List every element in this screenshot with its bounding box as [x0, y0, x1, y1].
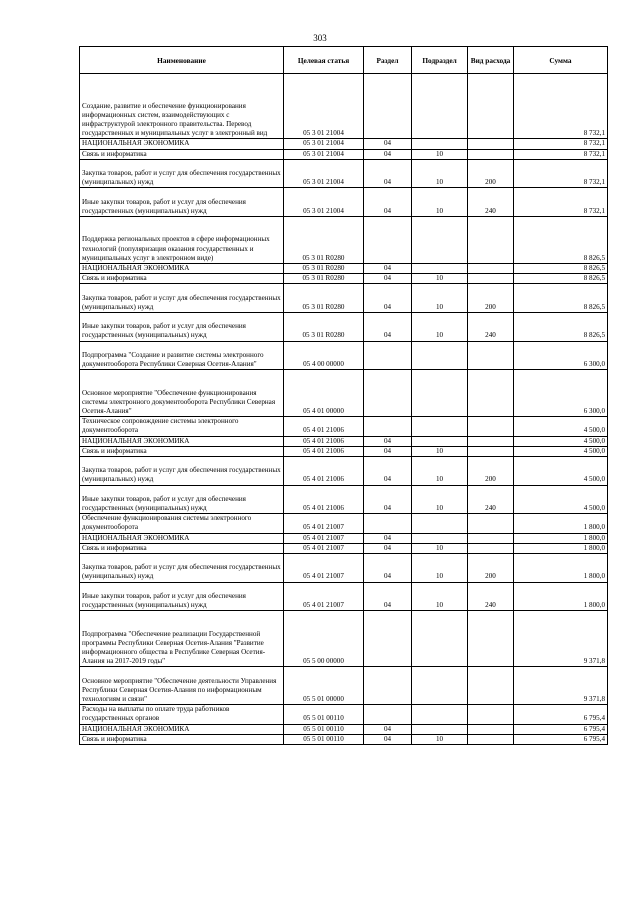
row-section-cell — [364, 667, 412, 705]
row-sum-cell: 8 732,1 — [514, 159, 608, 188]
row-target-article-cell: 05 3 01 R0280 — [284, 312, 364, 341]
row-target-article-cell: 05 3 01 21004 — [284, 188, 364, 217]
row-name-cell: Расходы на выплаты по оплате труда работников государственных органов — [80, 705, 284, 724]
row-name-cell: Связь и информатика — [80, 149, 284, 159]
row-sum-cell: 4 500,0 — [514, 485, 608, 514]
row-target-article-cell: 05 3 01 21004 — [284, 139, 364, 149]
row-target-article-cell: 05 3 01 21004 — [284, 74, 364, 139]
table-row — [80, 216, 608, 263]
row-expense-type-cell — [468, 341, 514, 370]
row-subsection-cell: 10 — [412, 456, 468, 485]
row-sum-cell: 4 500,0 — [514, 436, 608, 446]
row-name-cell: Иные закупки товаров, работ и услуг для обеспечения государственных (муниципальных) нужд — [80, 188, 284, 217]
table-row — [80, 312, 608, 341]
row-expense-type-cell — [468, 274, 514, 284]
row-expense-type-cell — [468, 724, 514, 734]
row-target-article-cell: 05 5 01 00110 — [284, 734, 364, 744]
row-sum-cell: 1 800,0 — [514, 514, 608, 533]
row-subsection-cell: 10 — [412, 543, 468, 553]
row-sum-cell: 8 826,5 — [514, 284, 608, 313]
row-name-cell: Закупка товаров, работ и услуг для обеспечения государственных (муниципальных) нужд — [80, 553, 284, 582]
header-expense-type: Вид расхода — [468, 47, 514, 74]
row-name-cell: Закупка товаров, работ и услуг для обеспечения государственных (муниципальных) нужд — [80, 284, 284, 313]
row-sum-cell: 6 300,0 — [514, 341, 608, 370]
row-name-cell: Связь и информатика — [80, 543, 284, 553]
row-subsection-cell: 10 — [412, 188, 468, 217]
table-row — [80, 446, 608, 456]
row-expense-type-cell — [468, 533, 514, 543]
table-row — [80, 159, 608, 188]
row-sum-cell: 6 795,4 — [514, 724, 608, 734]
row-section-cell — [364, 74, 412, 139]
row-subsection-cell: 10 — [412, 312, 468, 341]
row-section-cell — [364, 216, 412, 263]
row-expense-type-cell — [468, 734, 514, 744]
table-row — [80, 341, 608, 370]
row-subsection-cell — [412, 724, 468, 734]
row-target-article-cell: 05 3 01 R0280 — [284, 216, 364, 263]
row-target-article-cell: 05 4 01 21007 — [284, 514, 364, 533]
row-subsection-cell: 10 — [412, 582, 468, 611]
row-name-cell: Иные закупки товаров, работ и услуг для обеспечения государственных (муниципальных) нужд — [80, 312, 284, 341]
table-body — [80, 74, 608, 745]
row-name-cell: Закупка товаров, работ и услуг для обеспечения государственных (муниципальных) нужд — [80, 456, 284, 485]
row-expense-type-cell — [468, 370, 514, 417]
row-expense-type-cell — [468, 446, 514, 456]
row-section-cell: 04 — [364, 543, 412, 553]
row-target-article-cell: 05 4 00 00000 — [284, 341, 364, 370]
header-name: Наименование — [80, 47, 284, 74]
row-name-cell: Основное мероприятие "Обеспечение функционирования системы электронного документооборота Республики Северная Осетия-Алания" — [80, 370, 284, 417]
table-row — [80, 485, 608, 514]
row-name-cell: Подпрограмма "Обеспечение реализации Государственной программы Республики Северная Осетия-Алания "Развитие информационного общества в Республике Северная Осетия-Алания на 2017-2019 годы" — [80, 611, 284, 667]
row-sum-cell: 4 500,0 — [514, 446, 608, 456]
row-section-cell — [364, 341, 412, 370]
row-name-cell: НАЦИОНАЛЬНАЯ ЭКОНОМИКА — [80, 139, 284, 149]
table-row — [80, 149, 608, 159]
row-expense-type-cell: 240 — [468, 188, 514, 217]
row-sum-cell: 8 826,5 — [514, 274, 608, 284]
row-sum-cell: 9 371,8 — [514, 611, 608, 667]
row-target-article-cell: 05 3 01 R0280 — [284, 274, 364, 284]
row-target-article-cell: 05 4 01 21007 — [284, 582, 364, 611]
row-expense-type-cell — [468, 611, 514, 667]
row-name-cell: Поддержка региональных проектов в сфере информационных технологий (популяризация оказания государственных и муниципальных услуг в электронном виде) — [80, 216, 284, 263]
row-section-cell: 04 — [364, 312, 412, 341]
row-expense-type-cell — [468, 543, 514, 553]
table-row — [80, 263, 608, 273]
row-expense-type-cell — [468, 417, 514, 436]
row-subsection-cell — [412, 533, 468, 543]
header-section: Раздел — [364, 47, 412, 74]
row-target-article-cell: 05 3 01 21004 — [284, 159, 364, 188]
row-subsection-cell — [412, 341, 468, 370]
table-row — [80, 74, 608, 139]
row-expense-type-cell: 240 — [468, 312, 514, 341]
table-row — [80, 533, 608, 543]
row-expense-type-cell: 240 — [468, 582, 514, 611]
table-row — [80, 370, 608, 417]
row-subsection-cell: 10 — [412, 149, 468, 159]
row-section-cell: 04 — [364, 553, 412, 582]
row-target-article-cell: 05 5 01 00110 — [284, 705, 364, 724]
row-subsection-cell: 10 — [412, 284, 468, 313]
row-sum-cell: 6 300,0 — [514, 370, 608, 417]
row-subsection-cell: 10 — [412, 485, 468, 514]
row-section-cell: 04 — [364, 159, 412, 188]
row-target-article-cell: 05 4 01 21006 — [284, 436, 364, 446]
row-section-cell: 04 — [364, 139, 412, 149]
table-row — [80, 417, 608, 436]
row-expense-type-cell — [468, 74, 514, 139]
row-subsection-cell: 10 — [412, 159, 468, 188]
row-name-cell: Связь и информатика — [80, 734, 284, 744]
table-row — [80, 582, 608, 611]
row-target-article-cell: 05 4 01 21007 — [284, 543, 364, 553]
row-subsection-cell — [412, 370, 468, 417]
header-subsection: Подраздел — [412, 47, 468, 74]
table-row — [80, 734, 608, 744]
row-name-cell: Связь и информатика — [80, 274, 284, 284]
row-target-article-cell: 05 4 01 21007 — [284, 533, 364, 543]
row-target-article-cell: 05 3 01 21004 — [284, 149, 364, 159]
row-subsection-cell — [412, 417, 468, 436]
row-section-cell: 04 — [364, 582, 412, 611]
row-expense-type-cell: 240 — [468, 485, 514, 514]
row-sum-cell: 8 826,5 — [514, 216, 608, 263]
row-sum-cell: 6 795,4 — [514, 734, 608, 744]
budget-table — [79, 46, 608, 745]
row-sum-cell: 9 371,8 — [514, 667, 608, 705]
table-row — [80, 188, 608, 217]
row-target-article-cell: 05 3 01 R0280 — [284, 263, 364, 273]
row-sum-cell: 1 800,0 — [514, 582, 608, 611]
row-subsection-cell: 10 — [412, 446, 468, 456]
row-sum-cell: 8 826,5 — [514, 263, 608, 273]
table-row — [80, 284, 608, 313]
row-sum-cell: 8 826,5 — [514, 312, 608, 341]
table-row — [80, 724, 608, 734]
row-expense-type-cell — [468, 514, 514, 533]
row-expense-type-cell: 200 — [468, 284, 514, 313]
row-name-cell: Обеспечение функционирования системы электронного документооборота — [80, 514, 284, 533]
row-name-cell: НАЦИОНАЛЬНАЯ ЭКОНОМИКА — [80, 533, 284, 543]
row-section-cell: 04 — [364, 734, 412, 744]
row-subsection-cell — [412, 514, 468, 533]
row-name-cell: Закупка товаров, работ и услуг для обеспечения государственных (муниципальных) нужд — [80, 159, 284, 188]
row-section-cell: 04 — [364, 188, 412, 217]
row-subsection-cell: 10 — [412, 734, 468, 744]
table-row — [80, 705, 608, 724]
row-name-cell: Иные закупки товаров, работ и услуг для обеспечения государственных (муниципальных) нужд — [80, 485, 284, 514]
row-subsection-cell: 10 — [412, 274, 468, 284]
row-section-cell: 04 — [364, 284, 412, 313]
page-number: 303 — [313, 33, 327, 43]
row-section-cell — [364, 611, 412, 667]
row-expense-type-cell: 200 — [468, 456, 514, 485]
row-target-article-cell: 05 4 01 21007 — [284, 553, 364, 582]
row-target-article-cell: 05 4 01 21006 — [284, 446, 364, 456]
row-name-cell: НАЦИОНАЛЬНАЯ ЭКОНОМИКА — [80, 263, 284, 273]
table-row — [80, 667, 608, 705]
row-section-cell: 04 — [364, 533, 412, 543]
table-row — [80, 543, 608, 553]
row-target-article-cell: 05 5 01 00000 — [284, 667, 364, 705]
row-sum-cell: 1 800,0 — [514, 543, 608, 553]
row-subsection-cell — [412, 74, 468, 139]
row-target-article-cell: 05 3 01 R0280 — [284, 284, 364, 313]
row-section-cell — [364, 417, 412, 436]
table-header-row — [80, 47, 608, 74]
row-sum-cell: 1 800,0 — [514, 533, 608, 543]
row-sum-cell: 6 795,4 — [514, 705, 608, 724]
table-row — [80, 274, 608, 284]
row-section-cell — [364, 370, 412, 417]
row-expense-type-cell: 200 — [468, 159, 514, 188]
row-name-cell: Техническое сопровождение системы электронного документооборота — [80, 417, 284, 436]
row-section-cell — [364, 514, 412, 533]
row-sum-cell: 8 732,1 — [514, 139, 608, 149]
row-subsection-cell: 10 — [412, 553, 468, 582]
row-sum-cell: 4 500,0 — [514, 456, 608, 485]
row-sum-cell: 4 500,0 — [514, 417, 608, 436]
row-name-cell: Создание, развитие и обеспечение функционирования информационных систем, взаимодействующих с инфраструктурой электронного правительства. Перевод государственных и муниципальных услуг в электронный вид — [80, 74, 284, 139]
row-section-cell: 04 — [364, 724, 412, 734]
row-section-cell: 04 — [364, 436, 412, 446]
row-section-cell: 04 — [364, 274, 412, 284]
row-name-cell: Связь и информатика — [80, 446, 284, 456]
row-target-article-cell: 05 5 01 00110 — [284, 724, 364, 734]
row-subsection-cell — [412, 263, 468, 273]
row-subsection-cell — [412, 705, 468, 724]
row-target-article-cell: 05 5 00 00000 — [284, 611, 364, 667]
row-section-cell: 04 — [364, 456, 412, 485]
table-row — [80, 611, 608, 667]
row-target-article-cell: 05 4 01 21006 — [284, 417, 364, 436]
row-name-cell: Подпрограмма "Создание и развитие системы электронного документооборота Республики Северная Осетия-Алания" — [80, 341, 284, 370]
row-expense-type-cell: 200 — [468, 553, 514, 582]
row-expense-type-cell — [468, 667, 514, 705]
row-target-article-cell: 05 4 01 00000 — [284, 370, 364, 417]
row-sum-cell: 8 732,1 — [514, 188, 608, 217]
row-sum-cell: 8 732,1 — [514, 149, 608, 159]
table-row — [80, 456, 608, 485]
row-section-cell: 04 — [364, 485, 412, 514]
table-row — [80, 436, 608, 446]
row-target-article-cell: 05 4 01 21006 — [284, 456, 364, 485]
row-expense-type-cell — [468, 263, 514, 273]
table-row — [80, 553, 608, 582]
row-expense-type-cell — [468, 149, 514, 159]
row-name-cell: НАЦИОНАЛЬНАЯ ЭКОНОМИКА — [80, 724, 284, 734]
row-subsection-cell — [412, 611, 468, 667]
table-row — [80, 514, 608, 533]
row-expense-type-cell — [468, 139, 514, 149]
row-expense-type-cell — [468, 216, 514, 263]
row-sum-cell: 8 732,1 — [514, 74, 608, 139]
row-subsection-cell — [412, 216, 468, 263]
row-subsection-cell — [412, 436, 468, 446]
header-target-article: Целевая статья — [284, 47, 364, 74]
row-name-cell: Иные закупки товаров, работ и услуг для обеспечения государственных (муниципальных) нужд — [80, 582, 284, 611]
header-sum: Сумма — [514, 47, 608, 74]
row-section-cell: 04 — [364, 446, 412, 456]
row-name-cell: НАЦИОНАЛЬНАЯ ЭКОНОМИКА — [80, 436, 284, 446]
row-section-cell: 04 — [364, 149, 412, 159]
table-row — [80, 139, 608, 149]
row-section-cell: 04 — [364, 263, 412, 273]
row-subsection-cell — [412, 667, 468, 705]
row-expense-type-cell — [468, 436, 514, 446]
row-target-article-cell: 05 4 01 21006 — [284, 485, 364, 514]
row-subsection-cell — [412, 139, 468, 149]
row-name-cell: Основное мероприятие "Обеспечение деятельности Управления Республики Северная Осетия-Алания по информационным технологиям и связи" — [80, 667, 284, 705]
row-expense-type-cell — [468, 705, 514, 724]
row-section-cell — [364, 705, 412, 724]
row-sum-cell: 1 800,0 — [514, 553, 608, 582]
